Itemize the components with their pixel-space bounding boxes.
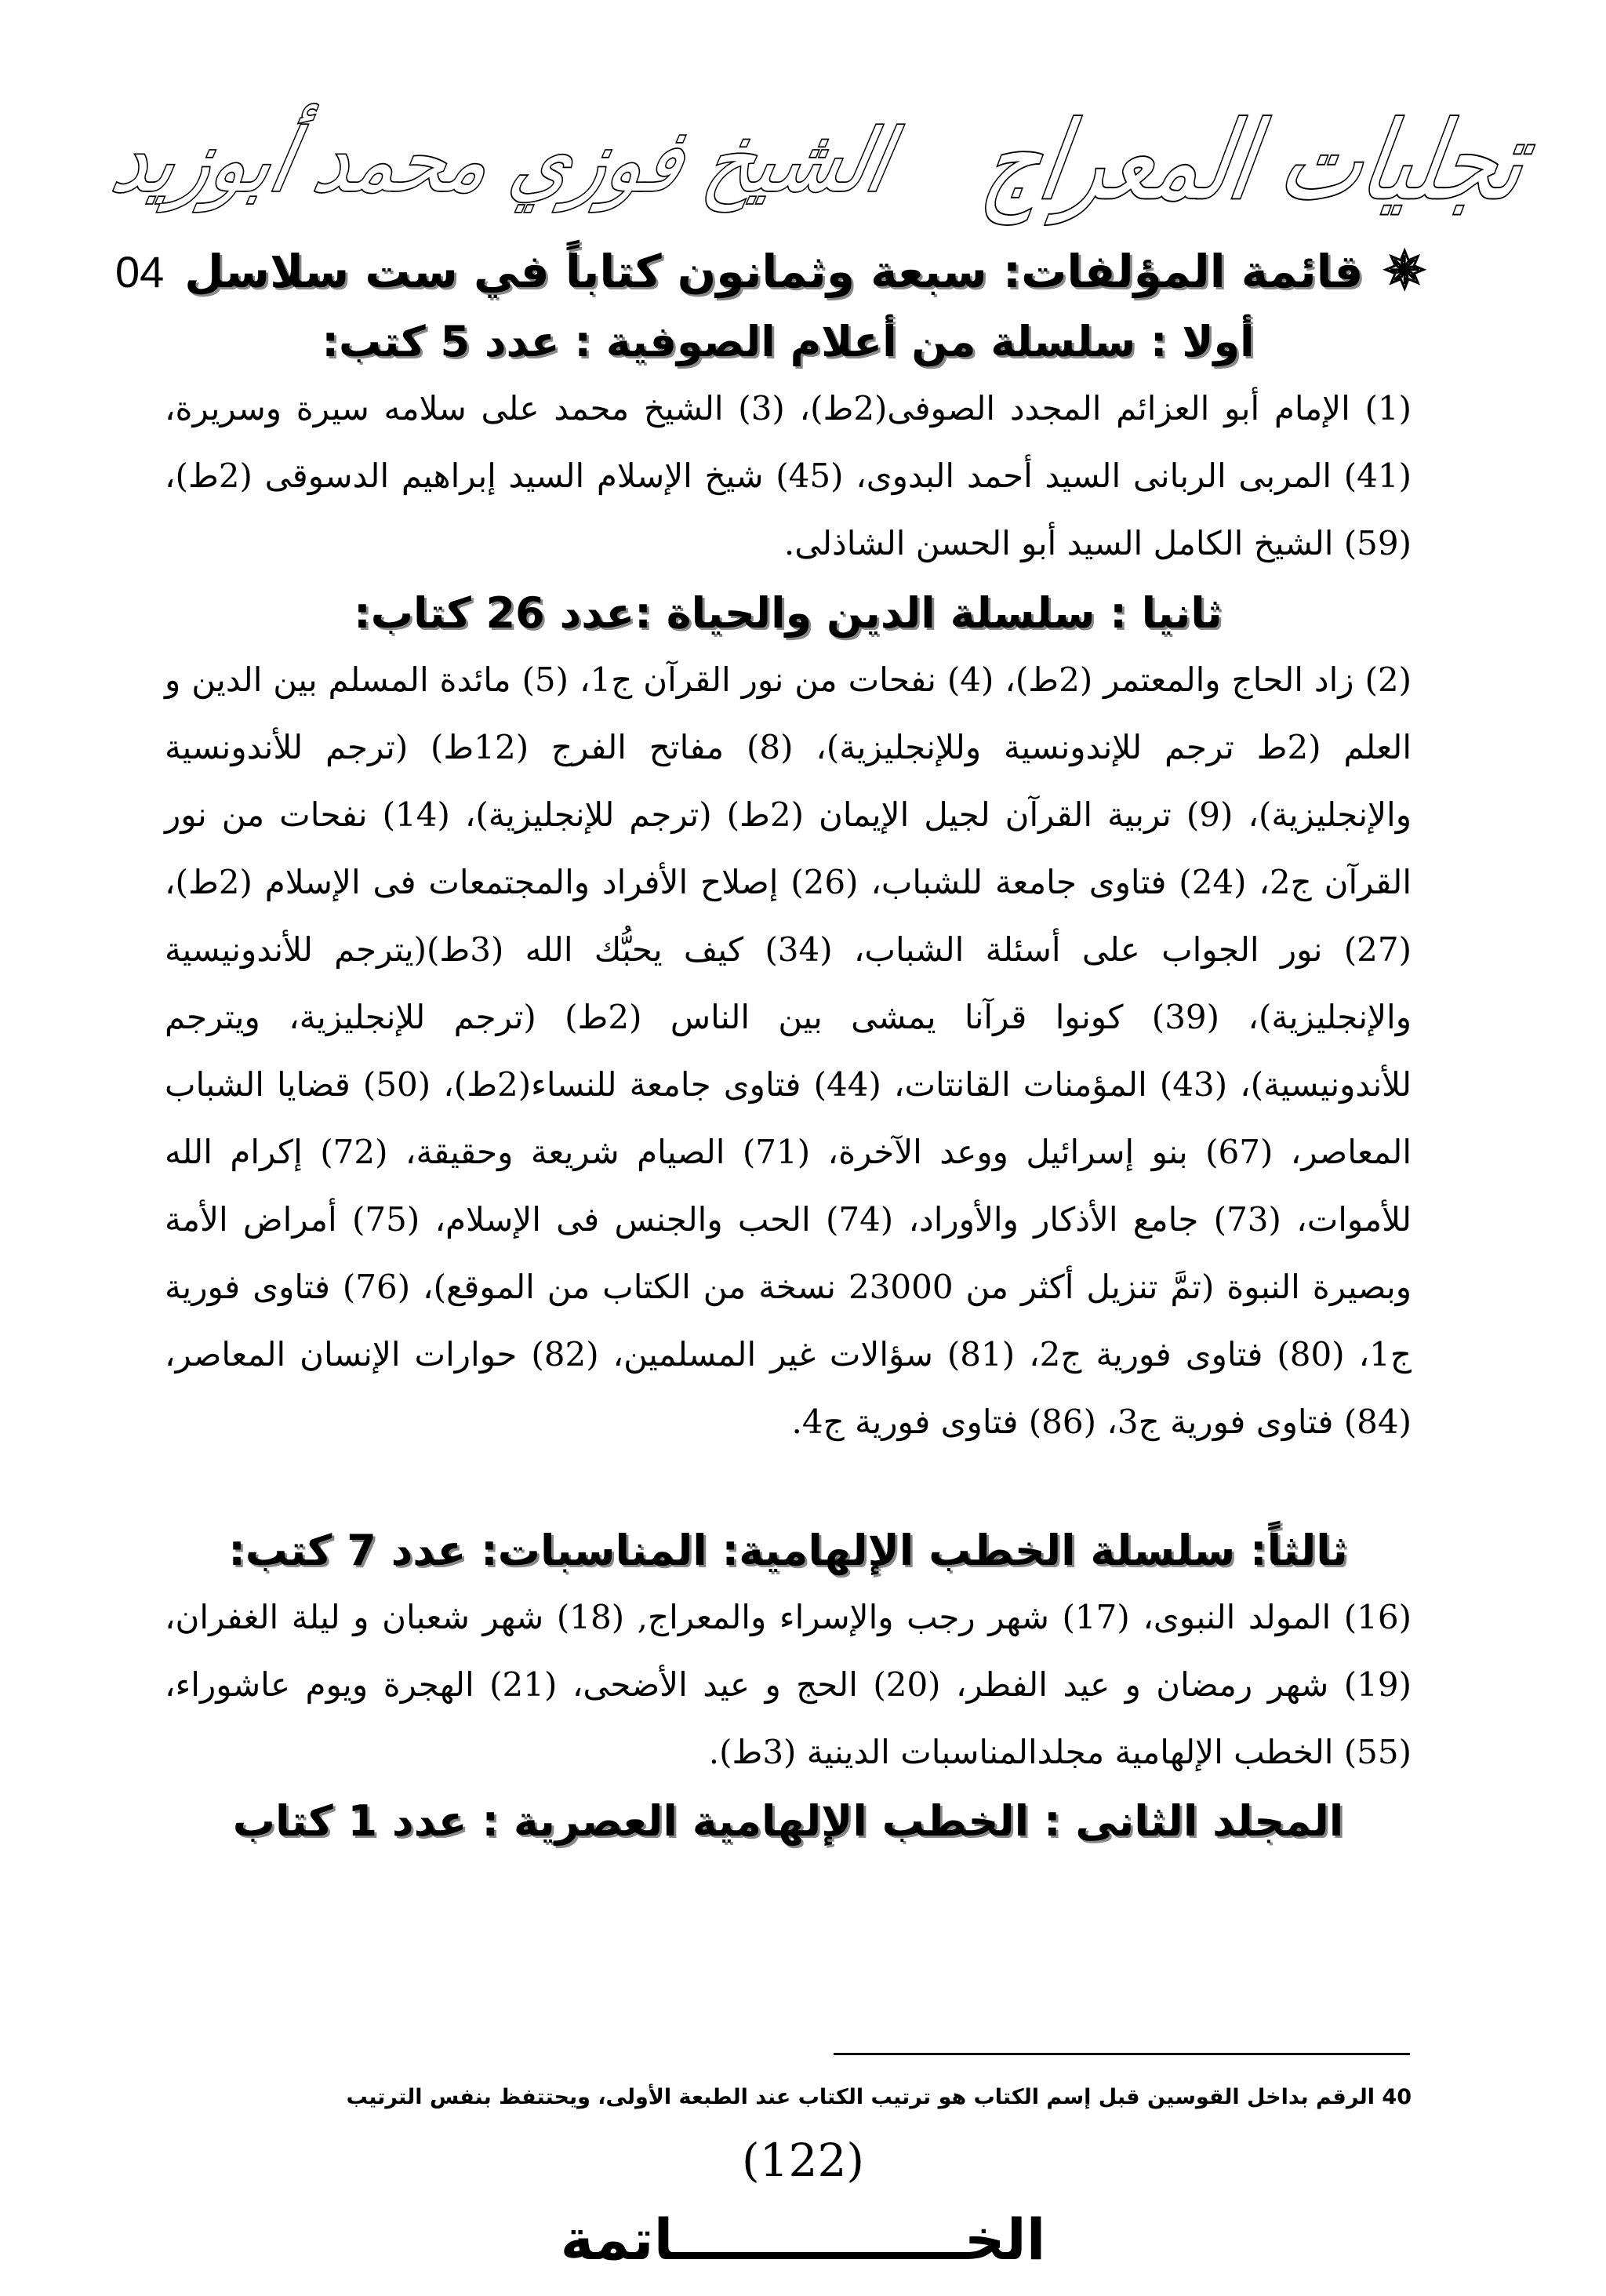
book-title-calligraphy-logo	[974, 78, 1535, 243]
section-body-sufi-figures: (1) الإمام أبو العزائم المجدد الصوفى(2ط)، (3) الشيخ محمد على سلامه سيرة وسريرة، (41) المربى الربانى السيد أحمد البدوى، (45) شيخ الإسلام السيد إبراهيم الدسوقى (2ط)، (59) الشيخ الكامل السيد أبو الحسن الشاذلى.	[165, 389, 1412, 562]
section-body-sermons-occasions: (16) المولد النبوى، (17) شهر رجب والإسراء والمعراج, (18) شهر شعبان و ليلة الغفران، (19) شهر رمضان و عيد الفطر، (20) الحج و عيد الأضحى، (21) الهجرة ويوم عاشوراء، (55) الخطب الإلهامية مجلدالمناسبات الدينية (3ط).	[165, 1598, 1412, 1771]
author-calligraphy-logo	[104, 78, 900, 243]
section-body-religion-life: (2) زاد الحاج والمعتمر (2ط)، (4) نفحات من نور القرآن ج1، (5) مائدة المسلم بين الدين و العلم (2ط ترجم للإندونسية وللإنجليزية)، (8) مفاتح الفرج (12ط) (ترجم للأندونسية والإنجليزية)، (9) تربية القرآن لجيل الإيمان (2ط) (ترجم للإنجليزية)، (14) نفحات من نور القرآن ج2، (24) فتاوى جامعة للشباب، (26) إصلاح الأفراد والمجتمعات فى الإسلام (2ط)، (27) نور الجواب على أسئلة الشباب، (34) كيف يحبُّك الله (3ط)(يترجم للأندونيسية والإنجليزية)، (39) كونوا قرآنا يمشى بين الناس (2ط) (ترجم للإنجليزية، ويترجم للأندونيسية)، (43) المؤمنات القانتات، (44) فتاوى جامعة للنساء(2ط)، (50) قضايا الشباب المعاصر، (67) بنو إسرائيل ووعد الآخرة، (71) الصيام شريعة وحقيقة، (72) إكرام الله للأموات، (73) جامع الأذكار والأوراد، (74) الحب والجنس فى الإسلام، (75) أمراض الأمة وبصيرة النبوة (تمَّ تنزيل أكثر من 23000 نسخة من الكتاب من الموقع)، (76) فتاوى فورية ج1، (80) فتاوى فورية ج2، (81) سؤالات غير المسلمين، (82) حوارات الإنسان المعاصر، (84) فتاوى فورية ج3، (86) فتاوى فورية ج4.	[165, 660, 1412, 1441]
closing-heading: الخـــــــــــــــاتمة	[560, 2207, 1046, 2272]
section-heading-sermons-occasions: ثالثاً: سلسلة الخطب الإلهامية: المناسبات: عدد 7 كتب:	[228, 1526, 1348, 1575]
star-icon: ✵	[1383, 242, 1426, 300]
page-title-text: قائمة المؤلفات: سبعة وثمانون كتاباً في ست سلاسل	[184, 245, 1364, 298]
footnote-divider	[834, 2053, 1410, 2055]
section-heading-sufi-figures: أولا : سلسلة من أعلام الصوفية : عدد 5 كتب:	[322, 317, 1255, 366]
section-heading-second-volume: المجلد الثانى : الخطب الإلهامية العصرية : عدد 1 كتاب	[232, 1796, 1344, 1846]
section-heading-religion-life: ثانيا : سلسلة الدين والحياة :عدد 26 كتاب:	[354, 588, 1223, 638]
page-number: (122)	[742, 2134, 864, 2187]
page-title	[114, 235, 1426, 307]
page-title-number: 04	[114, 246, 165, 297]
book-title: تجليات المعراج	[974, 98, 1535, 224]
footnote: 40 الرقم بداخل القوسين قبل إسم الكتاب هو ترتيب الكتاب عند الطبعة الأولى، ويحتتفظ بنفس الترتيب	[346, 2085, 1412, 2109]
author-name: الشيخ فوزي محمد أبوزيد	[104, 110, 900, 212]
